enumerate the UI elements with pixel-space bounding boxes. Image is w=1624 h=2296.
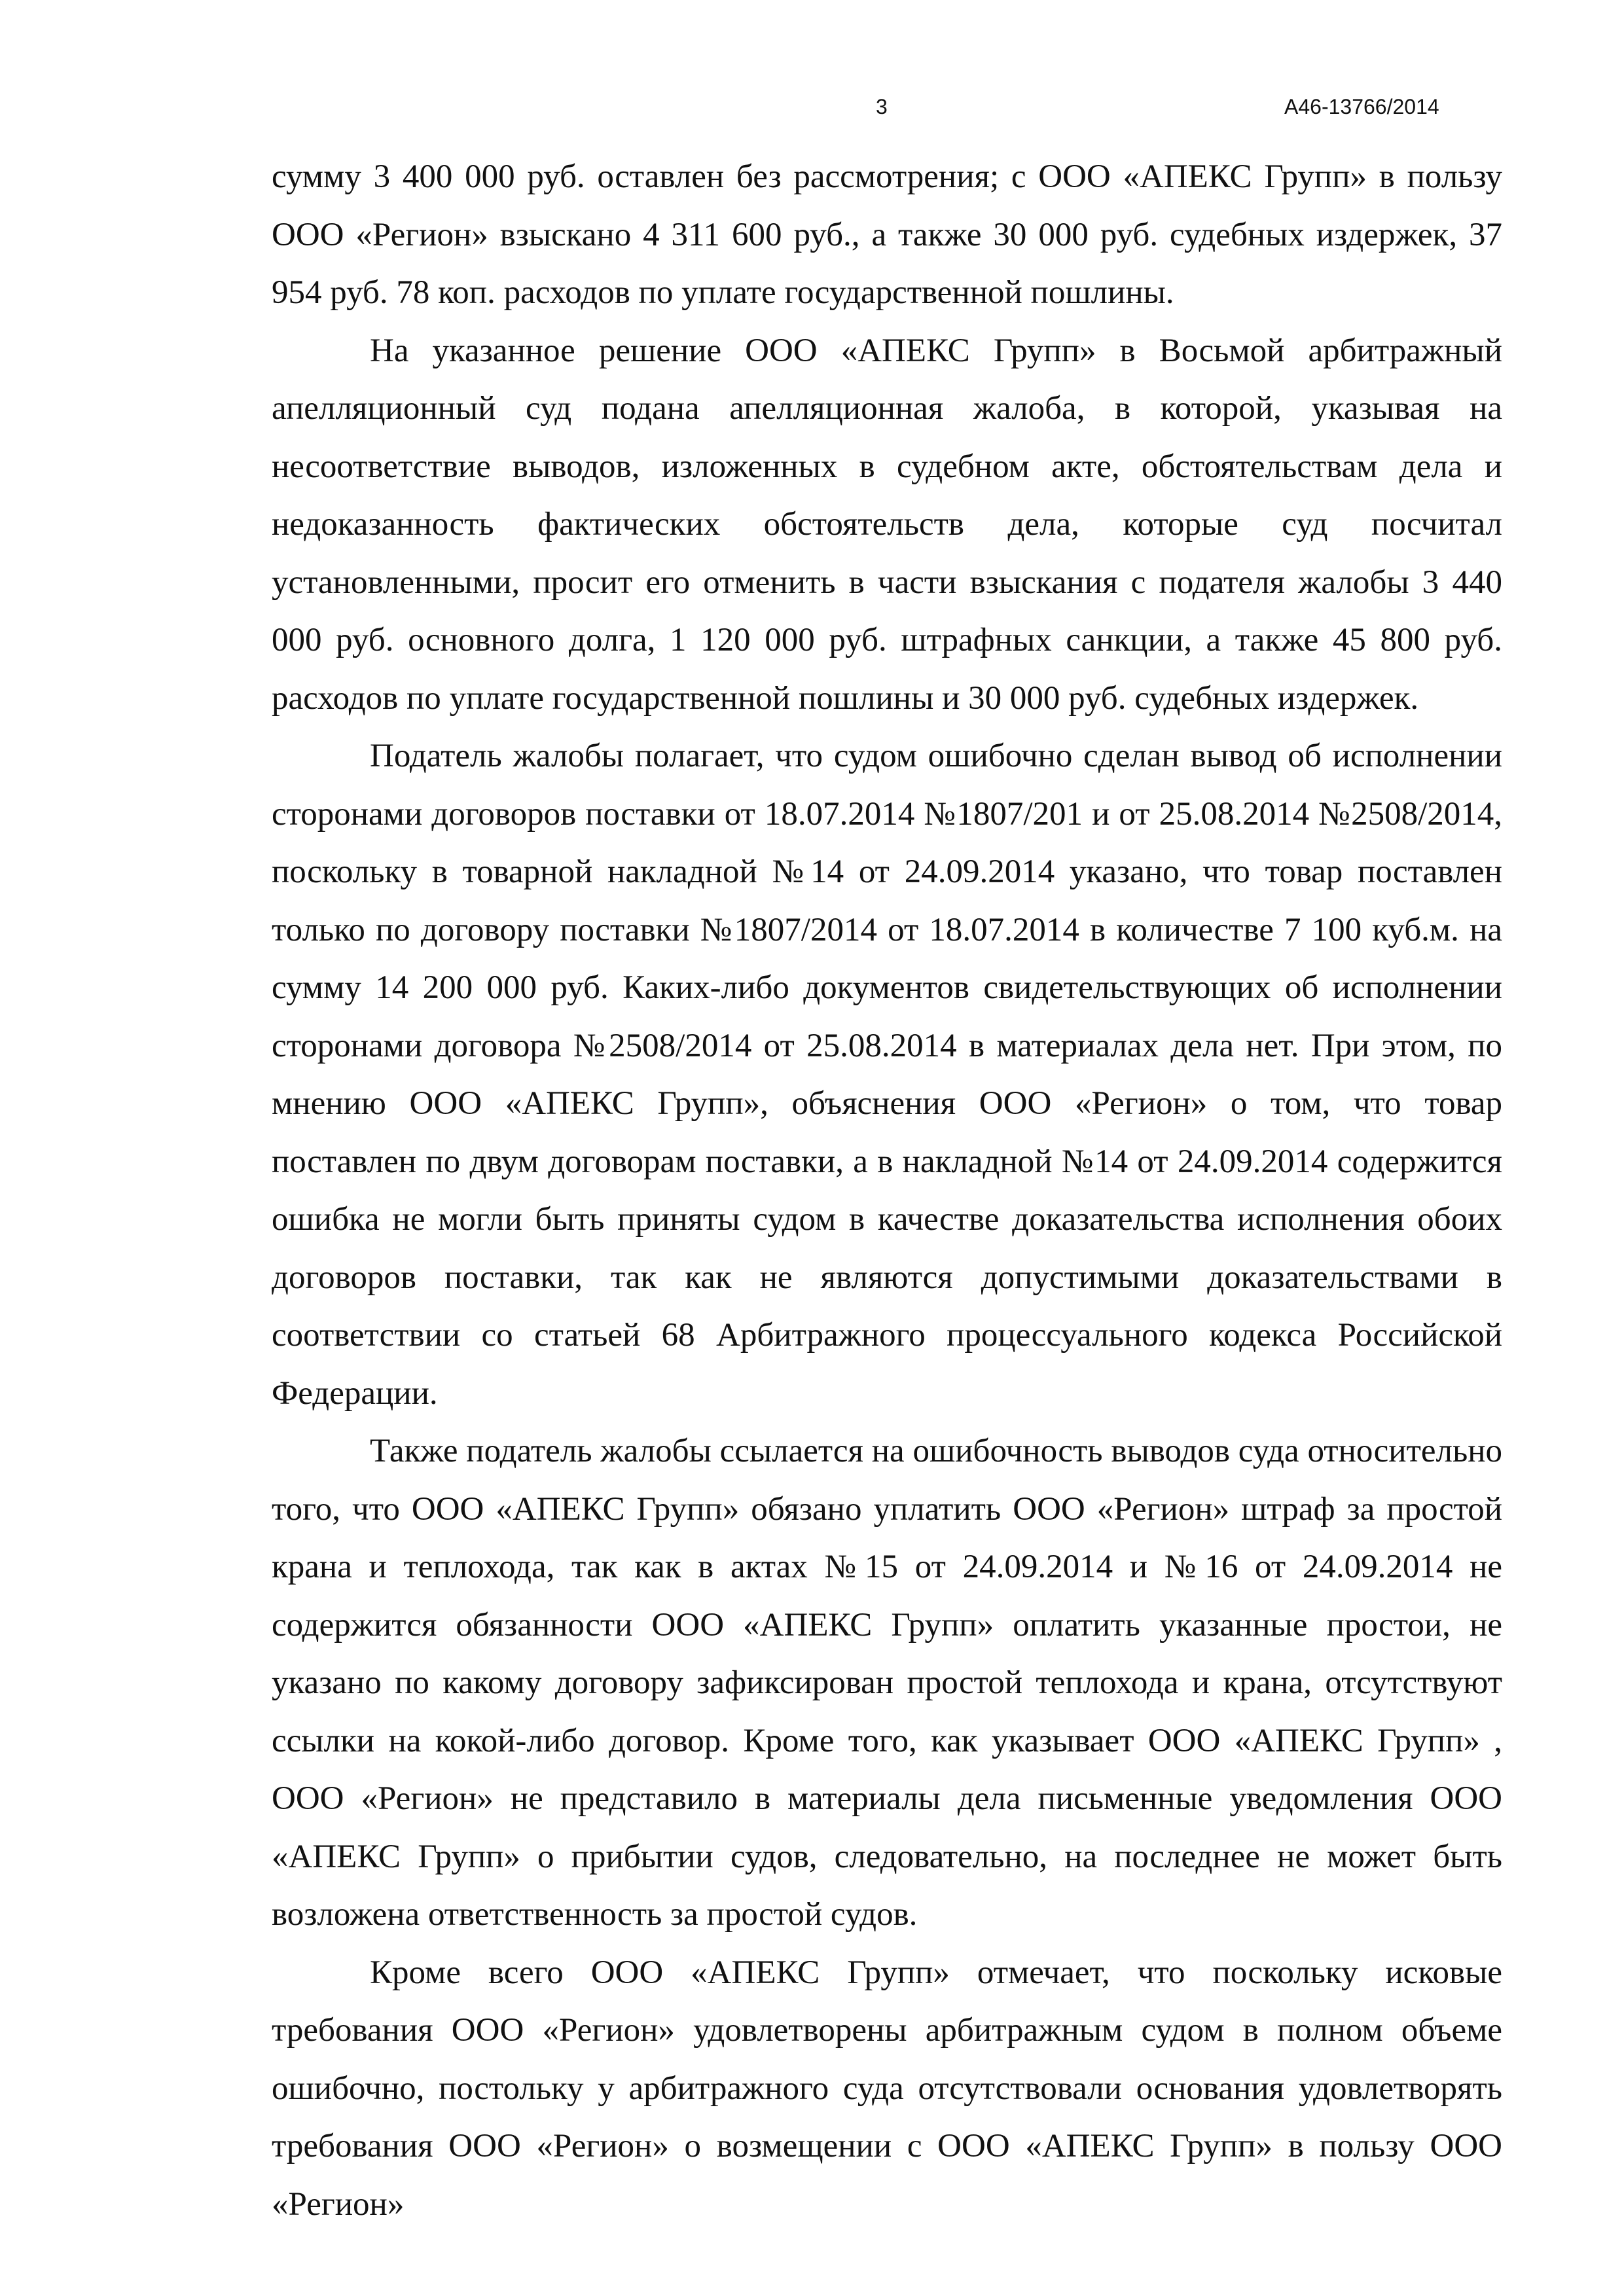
paragraph-fine-argument: Также податель жалобы ссылается на ошибочность выводов суда относительно того, что ООО «АПЕКС Групп» обязано уплатить ООО «Регион» штраф за простой крана и теплохода, так как в актах №15 от 24.09.2014 и №16 от 24.09.2014 не содержится обязанности ООО «АПЕКС Групп» оплатить указанные простои, не указано по какому договору зафиксирован простой теплохода и крана, отсутствуют ссылки на кокой-либо договор. Кроме того, как указывает ООО «АПЕКС Групп» , ООО «Регион» не представило в материалы дела письменные уведомления ООО «АПЕКС Групп» о прибытии судов, следовательно, на последнее не может быть возложена ответственность за простой судов. <box>272 1433 1502 1933</box>
paragraph-contracts-argument: Податель жалобы полагает, что судом ошибочно сделан вывод об исполнении сторонами договоров поставки от 18.07.2014 №1807/201 и от 25.08.2014 №2508/2014, поскольку в товарной накладной №14 от 24.09.2014 указано, что товар поставлен только по договору поставки №1807/2014 от 18.07.2014 в количестве 7 100 куб.м. на сумму 14 200 000 руб. Каких-либо документов свидетельствующих об исполнении сторонами договора №2508/2014 от 25.08.2014 в материалах дела нет. При этом, по мнению ООО «АПЕКС Групп», объяснения ООО «Регион» о том, что товар поставлен по двум договорам поставки, а в накладной №14 от 24.09.2014 содержится ошибка не могли быть приняты судом в качестве доказательства исполнения обоих договоров поставки, так как не являются допустимыми доказательствами в соответствии со статьей 68 Арбитражного процессуального кодекса Российской Федерации. <box>272 738 1502 1412</box>
case-number: А46-13766/2014 <box>1284 95 1439 118</box>
paragraph-appeal: На указанное решение ООО «АПЕКС Групп» в Восьмой арбитражный апелляционный суд подана апелляционная жалоба, в которой, указывая на несоответствие выводов, изложенных в судебном акте, обстоятельствам дела и недоказанность фактических обстоятельств дела, которые суд посчитал установленными, просит его отменить в части взыскания с подателя жалобы 3 440 000 руб. основного долга, 1 120 000 руб. штрафных санкции, а также 45 800 руб. расходов по уплате государственной пошлины и 30 000 руб. судебных издержек. <box>272 332 1502 717</box>
page-number: 3 <box>876 95 888 118</box>
paragraph-claims-argument: Кроме всего ООО «АПЕКС Групп» отмечает, что поскольку исковые требования ООО «Регион» удовлетворены арбитражным судом в полном объеме ошибочно, постольку у арбитражного суда отсутствовали основания удовлетворять требования ООО «Регион» о возмещении с ООО «АПЕКС Групп» в пользу ООО «Регион» <box>272 1954 1502 2223</box>
paragraph-continuation: сумму 3 400 000 руб. оставлен без рассмотрения; с ООО «АПЕКС Групп» в пользу ООО «Регион» взыскано 4 311 600 руб., а также 30 000 руб. судебных издержек, 37 954 руб. 78 коп. расходов по уплате государственной пошлины. <box>272 158 1502 311</box>
page-header <box>0 95 1624 134</box>
document-body <box>272 148 1502 2233</box>
